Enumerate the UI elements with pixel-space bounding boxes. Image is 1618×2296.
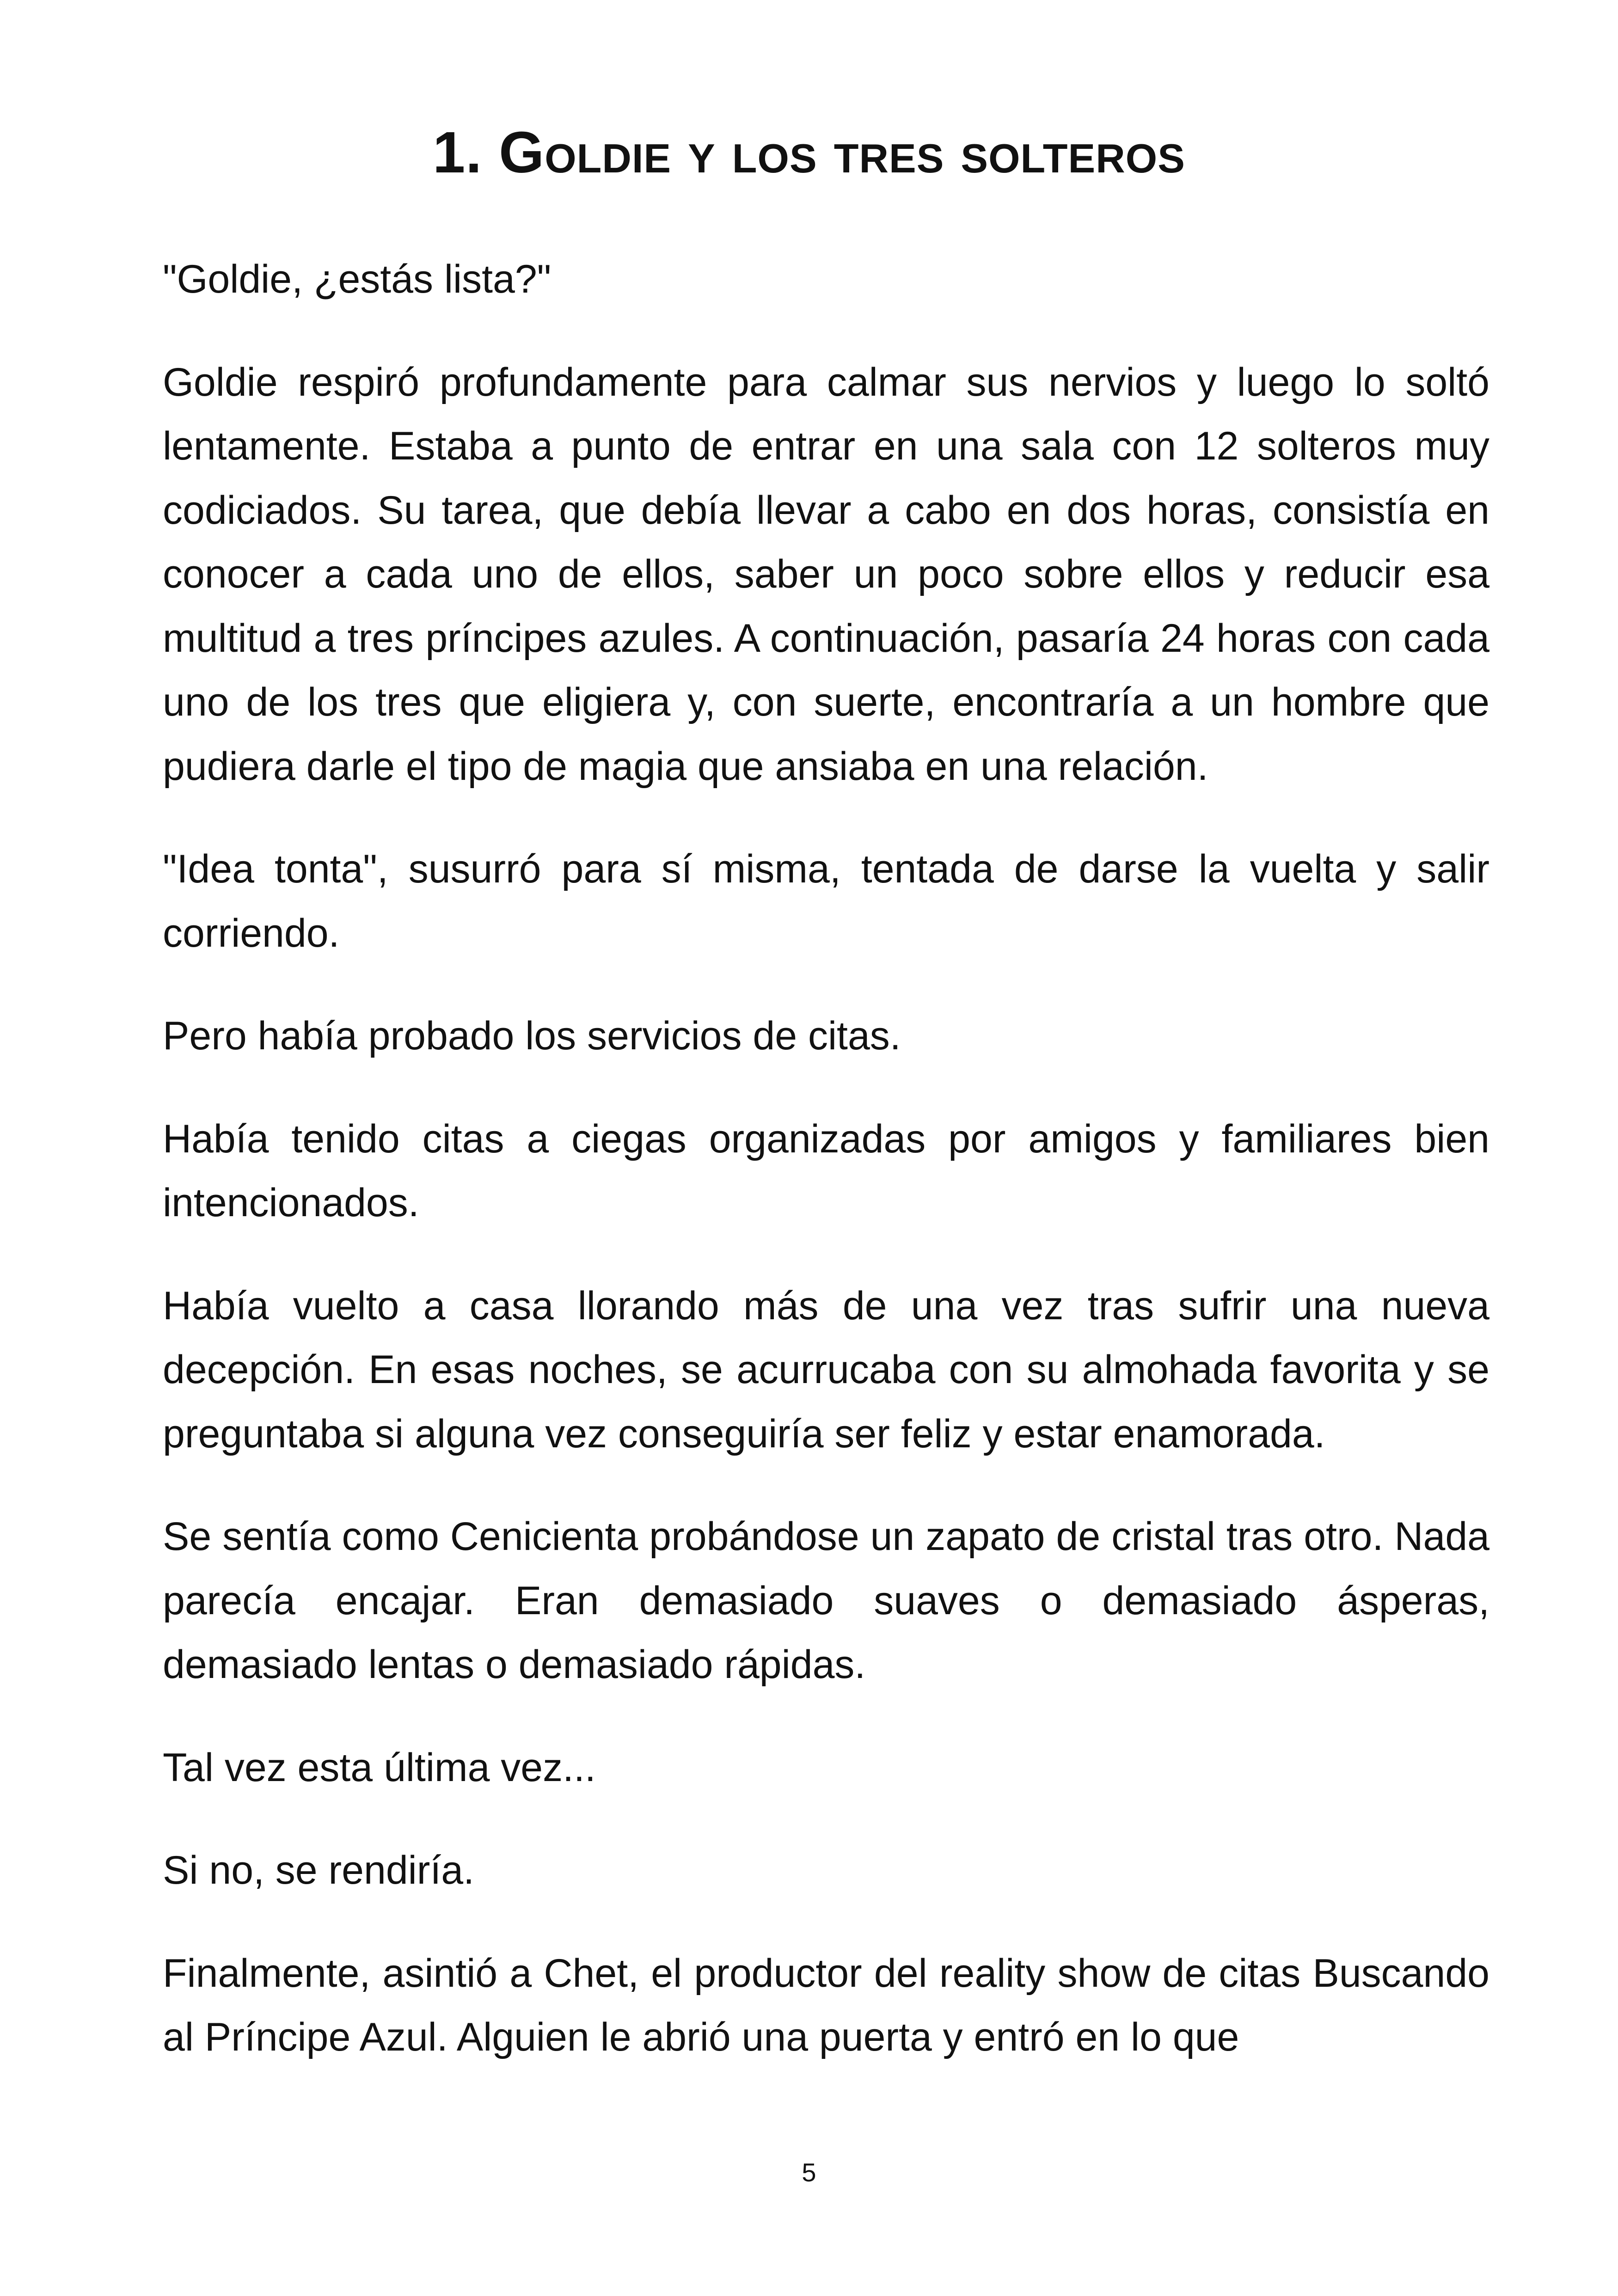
paragraph: Finalmente, asintió a Chet, el productor del reality show de citas Buscando al Príncipe Azul. Alguien le abrió una puerta y entró en lo que xyxy=(163,1951,1489,2059)
paragraph: Se sentía como Cenicienta probándose un zapato de cristal tras otro. Nada parecía encajar. Eran demasiado suaves o demasiado ásperas, demasiado lentas o demasiado rápidas. xyxy=(163,1514,1489,1687)
paragraph: "Idea tonta", susurró para sí misma, tentada de darse la vuelta y salir corriendo. xyxy=(163,847,1489,955)
paragraph: Goldie respiró profundamente para calmar sus nervios y luego lo soltó lentamente. Estaba a punto de entrar en una sala con 12 solteros muy codiciados. Su tarea, que debía llevar a cabo en dos horas, consistía en conocer a cada uno de ellos, saber un poco sobre ellos y reducir esa multitud a tres príncipes azules. A continuación, pasaría 24 horas con cada uno de los tres que eligiera y, con suerte, encontraría a un hombre que pudiera darle el tipo de magia que ansiaba en una relación. xyxy=(163,360,1489,789)
chapter-title-rest: oldie y los tres solteros xyxy=(545,120,1185,185)
paragraph: Había vuelto a casa llorando más de una vez tras sufrir una nueva decepción. En esas noches, se acurrucaba con su almohada favorita y se preguntaba si alguna vez conseguiría ser feliz y estar enamorada. xyxy=(163,1283,1489,1456)
chapter-title-initial: G xyxy=(499,120,545,185)
chapter-number: 1. xyxy=(433,120,483,185)
paragraph: Había tenido citas a ciegas organizadas por amigos y familiares bien intencionados. xyxy=(163,1116,1489,1225)
chapter-body xyxy=(163,247,1489,2108)
chapter-title xyxy=(0,118,1618,187)
page-number: 5 xyxy=(802,2158,816,2187)
paragraph: "Goldie, ¿estás lista?" xyxy=(163,257,552,301)
paragraph: Pero había probado los servicios de citas. xyxy=(163,1014,901,1058)
paragraph: Si no, se rendiría. xyxy=(163,1848,475,1892)
paragraph: Tal vez esta última vez... xyxy=(163,1745,596,1790)
